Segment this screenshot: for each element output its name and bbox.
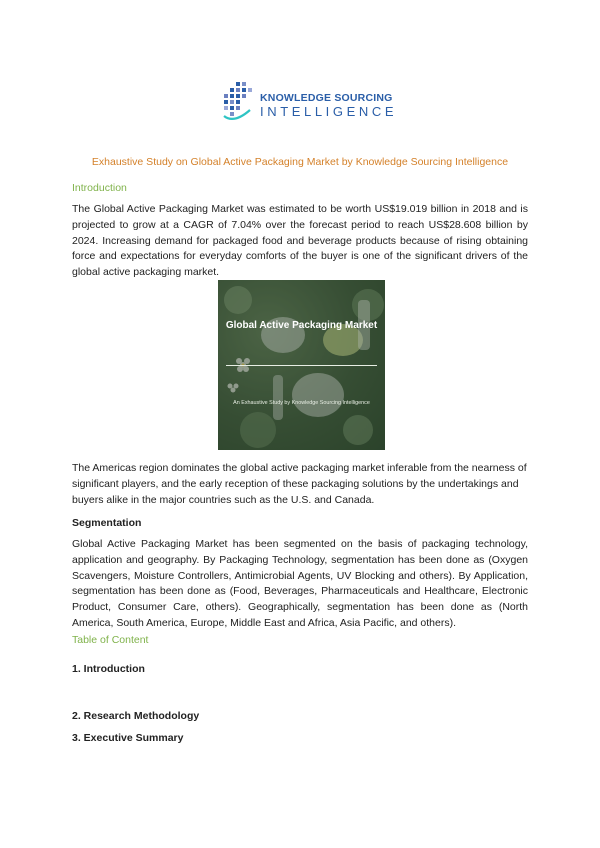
logo-mark-icon — [220, 80, 258, 124]
logo-text-primary: KNOWLEDGE SOURCING — [260, 92, 393, 104]
cover-title: Global Active Packaging Market — [225, 320, 378, 331]
document-title: Exhaustive Study on Global Active Packaging Market by Knowledge Sourcing Intelligence — [91, 156, 509, 168]
toc-item-research-methodology: 2. Research Methodology — [72, 710, 200, 722]
toc-item-introduction: 1. Introduction — [72, 663, 145, 675]
intro-heading: Introduction — [72, 182, 127, 194]
cover-subtitle: An Exhaustive Study by Knowledge Sourcing Intelligence — [233, 400, 370, 406]
segmentation-paragraph: Global Active Packaging Market has been segmented on the basis of packaging technology, application and geography. By Packaging Technology, segmentation has been done as (Oxygen Scavengers, Moisture Controllers, Antimicrobial Agents, UV Blocking and others). By Application, segmentation has been done as (Food, Beverages, Pharmaceuticals and Healthcare, Electronic Product, Consumer Care, others). Geographically, segmentation has been done as (North America, South America, Europe, Middle East and Africa, Asia Pacific, and others). — [72, 538, 528, 629]
segmentation-heading: Segmentation — [72, 517, 142, 529]
cover-divider — [226, 365, 377, 366]
logo-text-secondary: INTELLIGENCE — [260, 104, 398, 119]
company-logo — [220, 80, 398, 124]
cover-image — [218, 280, 385, 450]
toc-heading: Table of Content — [72, 634, 149, 646]
americas-paragraph: The Americas region dominates the global active packaging market inferable from the nearness of significant players, and the early reception of these packaging solutions by the undertakings and buyers alike in the major countries such as the U.S. and Canada. — [72, 462, 527, 506]
intro-paragraph: The Global Active Packaging Market was estimated to be worth US$19.019 billion in 2018 and is projected to grow at a CAGR of 7.04% over the forecast period to reach US$28.608 billion by 2024. Increasing demand for packaged food and beverage products because of rising obtaining force and expectations for everyday comforts of the buyer is one of the significant drivers of the global active packaging market. — [72, 203, 528, 279]
toc-item-executive-summary: 3. Executive Summary — [72, 732, 184, 744]
